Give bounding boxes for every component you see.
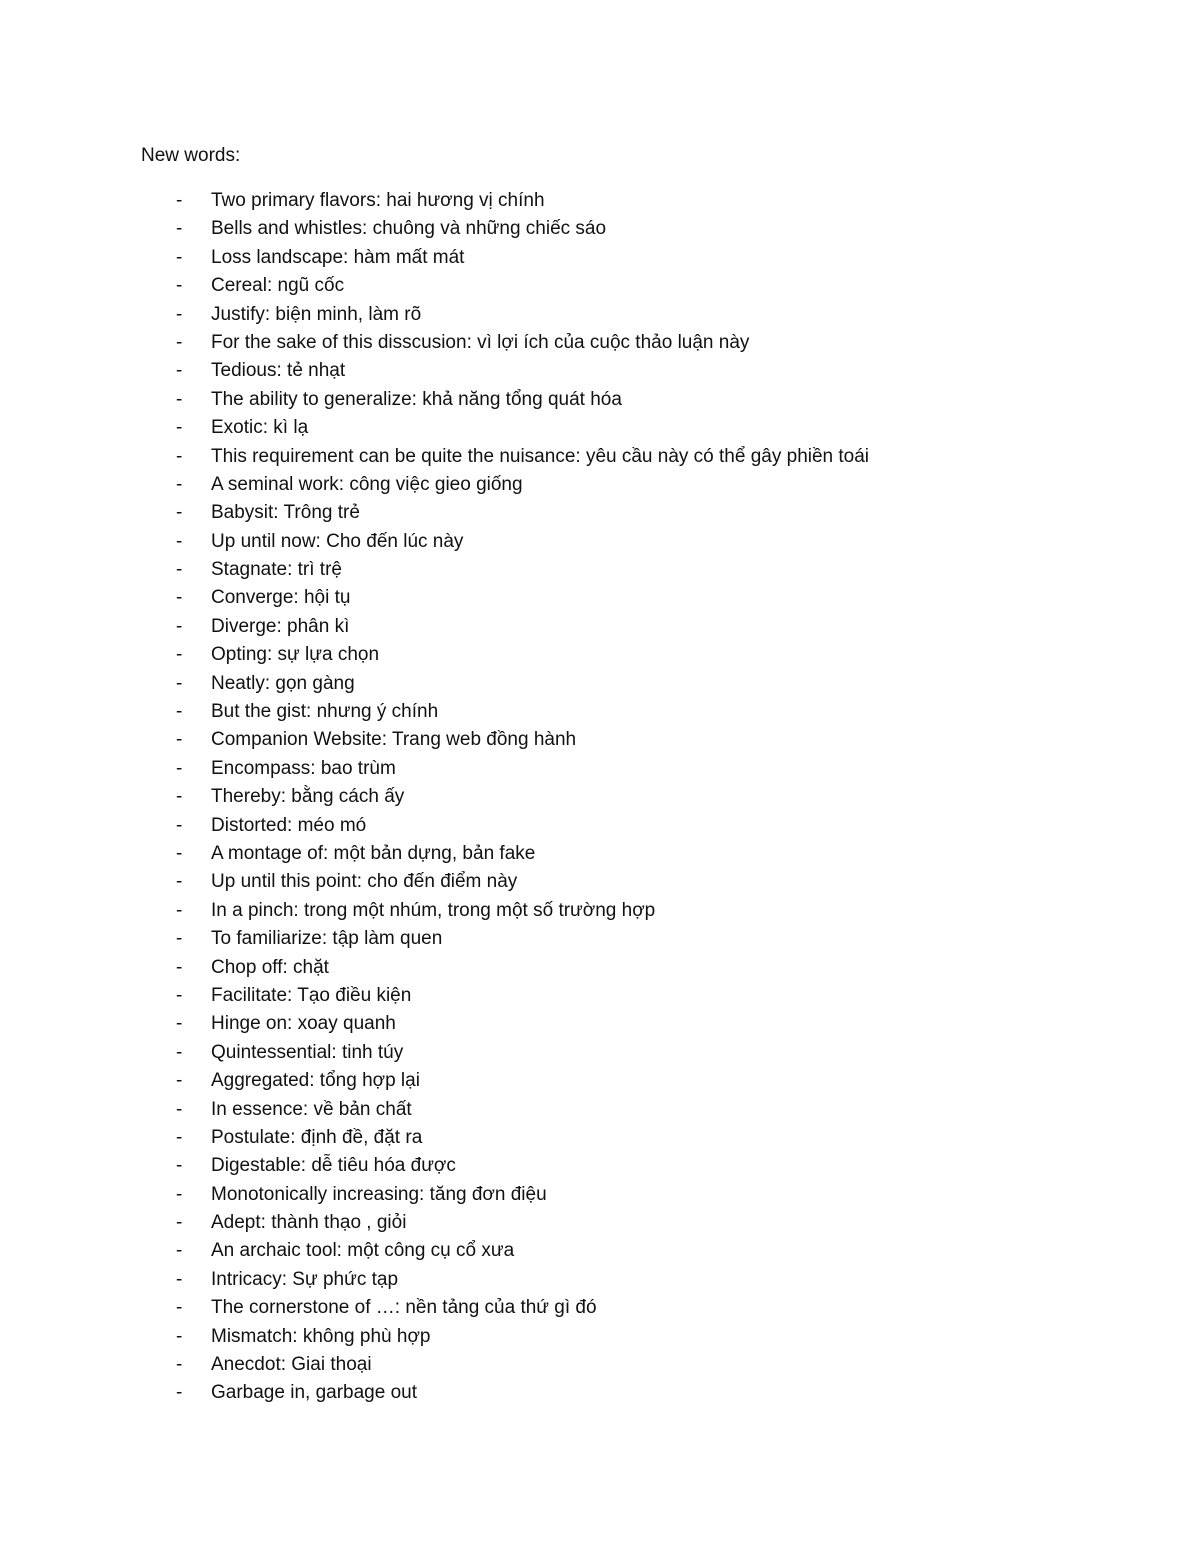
vocabulary-entry: An archaic tool: một công cụ cổ xưa bbox=[211, 1240, 515, 1262]
vocabulary-entry: Digestable: dễ tiêu hóa được bbox=[211, 1155, 456, 1177]
list-item bbox=[0, 1237, 1200, 1265]
vocabulary-entry: Aggregated: tổng hợp lại bbox=[211, 1070, 420, 1092]
list-item bbox=[0, 1067, 1200, 1095]
vocabulary-entry: The cornerstone of …: nền tảng của thứ gì đó bbox=[211, 1297, 597, 1319]
list-item bbox=[0, 556, 1200, 584]
list-item bbox=[0, 897, 1200, 925]
list-item bbox=[0, 982, 1200, 1010]
list-item bbox=[0, 641, 1200, 669]
vocabulary-entry: Garbage in, garbage out bbox=[211, 1382, 417, 1404]
vocabulary-entry: To familiarize: tập làm quen bbox=[211, 928, 443, 950]
list-item bbox=[0, 272, 1200, 300]
bullet-dash: - bbox=[176, 984, 183, 1006]
list-item bbox=[0, 726, 1200, 754]
bullet-dash: - bbox=[176, 757, 183, 779]
bullet-dash: - bbox=[176, 1297, 183, 1319]
vocabulary-entry: Mismatch: không phù hợp bbox=[211, 1325, 431, 1347]
bullet-dash: - bbox=[176, 701, 183, 723]
list-item bbox=[0, 840, 1200, 868]
list-item bbox=[0, 698, 1200, 726]
vocabulary-entry: Justify: biện minh, làm rõ bbox=[211, 303, 422, 325]
vocabulary-entry: In a pinch: trong một nhúm, trong một số trường hợp bbox=[211, 899, 656, 921]
bullet-dash: - bbox=[176, 445, 183, 467]
list-item bbox=[0, 1152, 1200, 1180]
vocabulary-entry: Exotic: kì lạ bbox=[211, 417, 309, 439]
bullet-dash: - bbox=[176, 275, 183, 297]
vocabulary-entry: Adept: thành thạo , giỏi bbox=[211, 1212, 407, 1234]
bullet-dash: - bbox=[176, 1240, 183, 1262]
vocabulary-entry: Postulate: định đề, đặt ra bbox=[211, 1126, 423, 1148]
list-item bbox=[0, 1266, 1200, 1294]
bullet-dash: - bbox=[176, 871, 183, 893]
bullet-dash: - bbox=[176, 956, 183, 978]
vocabulary-entry: But the gist: nhưng ý chính bbox=[211, 701, 439, 723]
bullet-dash: - bbox=[176, 1126, 183, 1148]
vocabulary-entry: Encompass: bao trùm bbox=[211, 757, 396, 779]
bullet-dash: - bbox=[176, 246, 183, 268]
list-item bbox=[0, 443, 1200, 471]
vocabulary-entry: Stagnate: trì trệ bbox=[211, 559, 342, 581]
page-heading: New words: bbox=[141, 145, 241, 166]
bullet-dash: - bbox=[176, 417, 183, 439]
bullet-dash: - bbox=[176, 587, 183, 609]
bullet-dash: - bbox=[176, 1098, 183, 1120]
bullet-dash: - bbox=[176, 1041, 183, 1063]
vocabulary-entry: Up until now: Cho đến lúc này bbox=[211, 530, 464, 552]
list-item bbox=[0, 925, 1200, 953]
bullet-dash: - bbox=[176, 473, 183, 495]
vocabulary-list bbox=[0, 187, 1200, 1408]
bullet-dash: - bbox=[176, 1183, 183, 1205]
bullet-dash: - bbox=[176, 644, 183, 666]
vocabulary-entry: In essence: về bản chất bbox=[211, 1098, 412, 1120]
list-item bbox=[0, 1351, 1200, 1379]
vocabulary-entry: Opting: sự lựa chọn bbox=[211, 644, 380, 666]
bullet-dash: - bbox=[176, 786, 183, 808]
vocabulary-entry: Converge: hội tụ bbox=[211, 587, 351, 609]
vocabulary-entry: A seminal work: công việc gieo giống bbox=[211, 473, 523, 495]
list-item bbox=[0, 613, 1200, 641]
vocabulary-entry: Two primary flavors: hai hương vị chính bbox=[211, 190, 545, 211]
vocabulary-entry: For the sake of this disscusion: vì lợi ích của cuộc thảo luận này bbox=[211, 331, 750, 353]
vocabulary-entry: Diverge: phân kì bbox=[211, 615, 350, 637]
bullet-dash: - bbox=[176, 502, 183, 524]
list-item bbox=[0, 1181, 1200, 1209]
vocabulary-entry: This requirement can be quite the nuisance: yêu cầu này có thể gây phiền toái bbox=[211, 445, 870, 467]
list-item bbox=[0, 301, 1200, 329]
vocabulary-entry: Neatly: gọn gàng bbox=[211, 672, 355, 694]
vocabulary-entry: Loss landscape: hàm mất mát bbox=[211, 246, 465, 268]
bullet-dash: - bbox=[176, 331, 183, 353]
bullet-dash: - bbox=[176, 218, 183, 240]
vocabulary-entry: Companion Website: Trang web đồng hành bbox=[211, 729, 577, 751]
list-item bbox=[0, 1379, 1200, 1407]
bullet-dash: - bbox=[176, 530, 183, 552]
list-item bbox=[0, 1323, 1200, 1351]
bullet-dash: - bbox=[176, 1070, 183, 1092]
bullet-dash: - bbox=[176, 190, 183, 211]
bullet-dash: - bbox=[176, 615, 183, 637]
bullet-dash: - bbox=[176, 1354, 183, 1376]
vocabulary-entry: The ability to generalize: khả năng tổng quát hóa bbox=[211, 388, 622, 410]
list-item bbox=[0, 244, 1200, 272]
bullet-dash: - bbox=[176, 1268, 183, 1290]
list-item bbox=[0, 414, 1200, 442]
vocabulary-entry: Quintessential: tinh túy bbox=[211, 1041, 404, 1063]
list-item bbox=[0, 357, 1200, 385]
list-item bbox=[0, 215, 1200, 243]
vocabulary-entry: Tedious: tẻ nhạt bbox=[211, 360, 346, 382]
bullet-dash: - bbox=[176, 729, 183, 751]
vocabulary-entry: A montage of: một bản dựng, bản fake bbox=[211, 842, 536, 864]
vocabulary-entry: Distorted: méo mó bbox=[211, 814, 367, 836]
vocabulary-entry: Anecdot: Giai thoại bbox=[211, 1354, 372, 1376]
list-item bbox=[0, 1039, 1200, 1067]
vocabulary-entry: Cereal: ngũ cốc bbox=[211, 275, 345, 297]
vocabulary-entry: Intricacy: Sự phức tạp bbox=[211, 1268, 399, 1290]
list-item bbox=[0, 783, 1200, 811]
bullet-dash: - bbox=[176, 928, 183, 950]
vocabulary-entry: Hinge on: xoay quanh bbox=[211, 1013, 396, 1035]
bullet-dash: - bbox=[176, 303, 183, 325]
bullet-dash: - bbox=[176, 814, 183, 836]
list-item bbox=[0, 528, 1200, 556]
vocabulary-entry: Babysit: Trông trẻ bbox=[211, 502, 360, 524]
list-item bbox=[0, 1294, 1200, 1322]
vocabulary-entry: Monotonically increasing: tăng đơn điệu bbox=[211, 1183, 547, 1205]
bullet-dash: - bbox=[176, 1325, 183, 1347]
list-item bbox=[0, 670, 1200, 698]
bullet-dash: - bbox=[176, 672, 183, 694]
bullet-dash: - bbox=[176, 388, 183, 410]
bullet-dash: - bbox=[176, 1212, 183, 1234]
list-item bbox=[0, 868, 1200, 896]
bullet-dash: - bbox=[176, 1155, 183, 1177]
bullet-dash: - bbox=[176, 842, 183, 864]
list-item bbox=[0, 386, 1200, 414]
list-item bbox=[0, 812, 1200, 840]
list-item bbox=[0, 329, 1200, 357]
list-item bbox=[0, 584, 1200, 612]
list-item bbox=[0, 499, 1200, 527]
list-item bbox=[0, 1096, 1200, 1124]
list-item bbox=[0, 471, 1200, 499]
bullet-dash: - bbox=[176, 1013, 183, 1035]
list-item bbox=[0, 954, 1200, 982]
list-item bbox=[0, 1010, 1200, 1038]
list-item bbox=[0, 1124, 1200, 1152]
vocabulary-entry: Bells and whistles: chuông và những chiếc sáo bbox=[211, 218, 607, 240]
list-item bbox=[0, 755, 1200, 783]
list-item bbox=[0, 187, 1200, 215]
list-item bbox=[0, 1209, 1200, 1237]
bullet-dash: - bbox=[176, 360, 183, 382]
vocabulary-entry: Chop off: chặt bbox=[211, 956, 329, 978]
bullet-dash: - bbox=[176, 899, 183, 921]
vocabulary-entry: Thereby: bằng cách ấy bbox=[211, 786, 405, 808]
bullet-dash: - bbox=[176, 1382, 183, 1404]
vocabulary-entry: Up until this point: cho đến điểm này bbox=[211, 871, 518, 893]
bullet-dash: - bbox=[176, 559, 183, 581]
vocabulary-entry: Facilitate: Tạo điều kiện bbox=[211, 984, 412, 1006]
